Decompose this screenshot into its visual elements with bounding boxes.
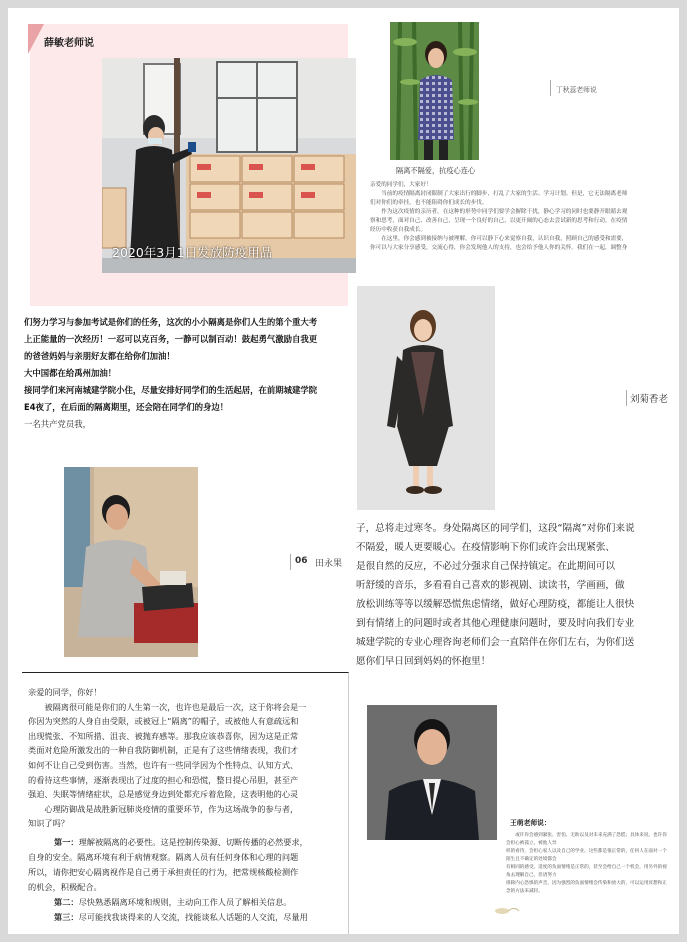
teacher-bamboo-portrait-icon <box>390 22 479 160</box>
tian-point-text: 所以，请你把安心隔离视作是自己勇于承担责任的行为，把常规核酸检测作 <box>28 866 299 877</box>
tian-point-label: 第三： <box>54 911 79 922</box>
tian-number: 06 <box>295 556 308 566</box>
liu-line: 听舒缓的音乐，多看看自己喜欢的影视剧、读读书，学画画，做 <box>356 580 625 591</box>
ding-line: 作为这次疫情的亲历者，在这种的形势中同学们要学会摒除干扰，静心学习的同时也要静开眼睛去观 <box>370 209 628 215</box>
liu-line: 不隔爱，暖人更要暖心。在疫情影响下你们或许会出现紧张、 <box>356 542 616 553</box>
tian-line: 如何不让自己受到伤害。当然，也许有一些同学因为个性特点、认知方式、 <box>28 759 299 770</box>
wang-line: 或许你会感到紧张、害怕、无助以及对未来充满了恐慌；具体来说，也许你会担心被孤立，被他人异 <box>506 833 667 846</box>
tian-line: 出现慌张、不知所措、沮丧、被抛弃感等。那我应该恭喜你，因为这是正常 <box>28 730 299 741</box>
xue-signature: 一名共产党员我， <box>24 419 91 429</box>
photo-tian <box>64 467 198 657</box>
photo-wang <box>367 705 497 840</box>
ding-line: 你可以与大家分享感受，交流心得，你会发现他人的支持，也会给予他人你的关怀。我们在一起，调整身 <box>370 245 628 251</box>
page <box>8 8 679 934</box>
xue-line: 上正能量的一次经历！一忍可以克百务，一静可以制百动！鼓起勇气激励自我更 <box>24 334 318 344</box>
photo-liu <box>357 286 495 510</box>
tian-point-text: 理解被隔离的必要性。这是控制传染源、切断传播的必然要求， <box>78 836 308 847</box>
ding-line: 在这里，你会感到被接纳与被理解，你可以静下心来觉察自我，认识自我，照顾自己的感受和需要， <box>370 236 628 242</box>
liu-line: 愿你们早日回到妈妈的怀抱里！ <box>356 656 491 667</box>
tian-line: 强迫、失眠等情绪症状，总是感觉身边到处都充斥着危险，这表明他的心灵 <box>28 789 299 800</box>
wang-name: 王萌老师说： <box>510 819 551 827</box>
tian-greeting: 亲爱的同学，你好！ <box>28 687 102 697</box>
ding-line: 们对你们的牵挂，也不能阻碍你们成长的步伐。 <box>370 200 488 206</box>
ding-line: 经历中收获自我成长。 <box>370 227 426 233</box>
leaf-decoration-icon <box>494 905 520 917</box>
tian-point-text: 尽可能找我谈得来的人交流，找能谈私人话题的人交流，尽量用 <box>78 911 308 922</box>
corner-triangle-icon <box>28 24 44 54</box>
tian-name-divider <box>290 554 291 570</box>
liu-name-divider <box>626 390 627 406</box>
xue-line: 接同学们来河南城建学院小住，尽量安排好同学们的生活起居，在前期城建学院 <box>24 385 318 395</box>
tian-line: 类面对危险所激发出的一种自我防御机制，正是有了这些情绪表现，我们才 <box>28 745 299 756</box>
tian-line: 你因为突然的人身自由受限，或被冠上“隔离”的帽子，或被他人有意疏远和 <box>28 716 299 727</box>
photo-caption: 2020年3月1日发放防疫用品 <box>112 245 273 260</box>
liu-line: 城建学院的专业心理咨询老师们会一直陪伴在你们左右，为你们送 <box>356 637 635 648</box>
panel-xue <box>30 24 348 306</box>
ding-body <box>370 181 670 264</box>
tian-point-text: 尽快熟悉隔离环境和规则，主动向工作人员了解相关信息。 <box>78 896 292 907</box>
teacher-suit-portrait-icon <box>367 705 497 840</box>
tian-point <box>28 910 348 925</box>
wang-line: 有相同的感受。适度的负面情绪是正常的，甚至会给自己一个机会，用另外的视角去理解自己，但请努力 <box>506 865 667 878</box>
tian-point-text: 自身的安全。隔离环境有利于病情观察。隔离人员有任何身体和心理的问题 <box>28 851 299 862</box>
tian-point-text: 的机会，积极配合。 <box>28 881 102 892</box>
tian-line: 知识了吗？ <box>28 818 69 829</box>
tian-line: 的看待这些事情，逐渐表现出了过度的担心和恐慌，整日提心吊胆，甚至产 <box>28 774 299 785</box>
wang-line: 排除内心恐惧的声音，因为强烈的负面情绪会传染和放大的，可以运用冥想和正念的方法来减轻。 <box>506 881 667 894</box>
tian-point <box>28 835 348 850</box>
teacher-standing-portrait-icon <box>357 286 495 510</box>
tian-point <box>28 865 348 880</box>
liu-line: 子，总将走过寒冬。身处隔离区的同学们，这段“隔离”对你们来说 <box>356 523 635 534</box>
tian-line: 被隔离很可能是你们的人生第一次，也许也是最后一次，这于你将会是一 <box>28 701 307 712</box>
distribution-scene-icon <box>102 58 356 273</box>
teacher-at-laptop-icon <box>64 467 198 657</box>
liu-line: 放松训练等等以缓解恐慌焦虑情绪，做好心理防疫，都能让人很快 <box>356 599 635 610</box>
xue-line: 大中国都在给禹州加油！ <box>24 368 117 378</box>
tian-point-label: 第一： <box>54 836 79 847</box>
tian-point <box>28 850 348 865</box>
photo-distribution <box>102 58 356 273</box>
xue-line: 们努力学习与参加考试是你们的任务，这次的小小隔离是你们人生的第个重大考 <box>24 317 318 327</box>
ding-name-divider <box>550 80 551 96</box>
tian-name: 田永果 <box>315 559 343 569</box>
tian-point <box>28 880 348 895</box>
tian-letter <box>22 672 349 934</box>
wang-line: 样的看待，会担心家人以及自己的学业。这些都是很正常的，任何人在面对一个陌生且不确定的处境都会 <box>506 849 667 862</box>
xue-message <box>24 314 354 433</box>
tian-point-label: 第二： <box>54 896 79 907</box>
ding-line: 察和思考，面对自己、改善自己，呈现一个良好的自己，以更开阔的心态去尝试新的思考和行动，在疫情 <box>370 218 628 224</box>
ding-line: 亲爱的同学们，大家好！ <box>370 182 432 188</box>
ding-heading: 隔离不隔爱，抗疫心连心 <box>396 166 476 175</box>
ding-line: 当前的疫情隔离封闭限制了大家出行的脚步，打乱了大家的生活、学习计划。但是，它无法隔离老师 <box>370 191 628 197</box>
tian-line: 心理防御战是战胜新冠肺炎疫情的重要环节，作为这场战争的参与者， <box>28 803 299 814</box>
ding-name: 丁秋蕊老师说 <box>556 86 597 94</box>
liu-body <box>356 519 679 671</box>
liu-name: 刘菊香老 <box>630 394 669 405</box>
xue-line: 的爸爸妈妈与亲朋好友都在给你们加油！ <box>24 351 175 361</box>
liu-line: 到有情绪上的问题时或者其他心理健康问题时，要及时向我们专业 <box>356 618 635 629</box>
panel-xue-title: 薛敏老师说 <box>44 38 94 49</box>
wang-body <box>506 832 670 898</box>
tian-point <box>28 895 348 910</box>
liu-line: 是很自然的反应，不必过分强求自己保持镇定。在此期间可以 <box>356 561 616 572</box>
photo-ding <box>390 22 479 160</box>
xue-line: E4夜了，在后面的隔离期里，还会陪在同学们的身边！ <box>24 402 229 412</box>
